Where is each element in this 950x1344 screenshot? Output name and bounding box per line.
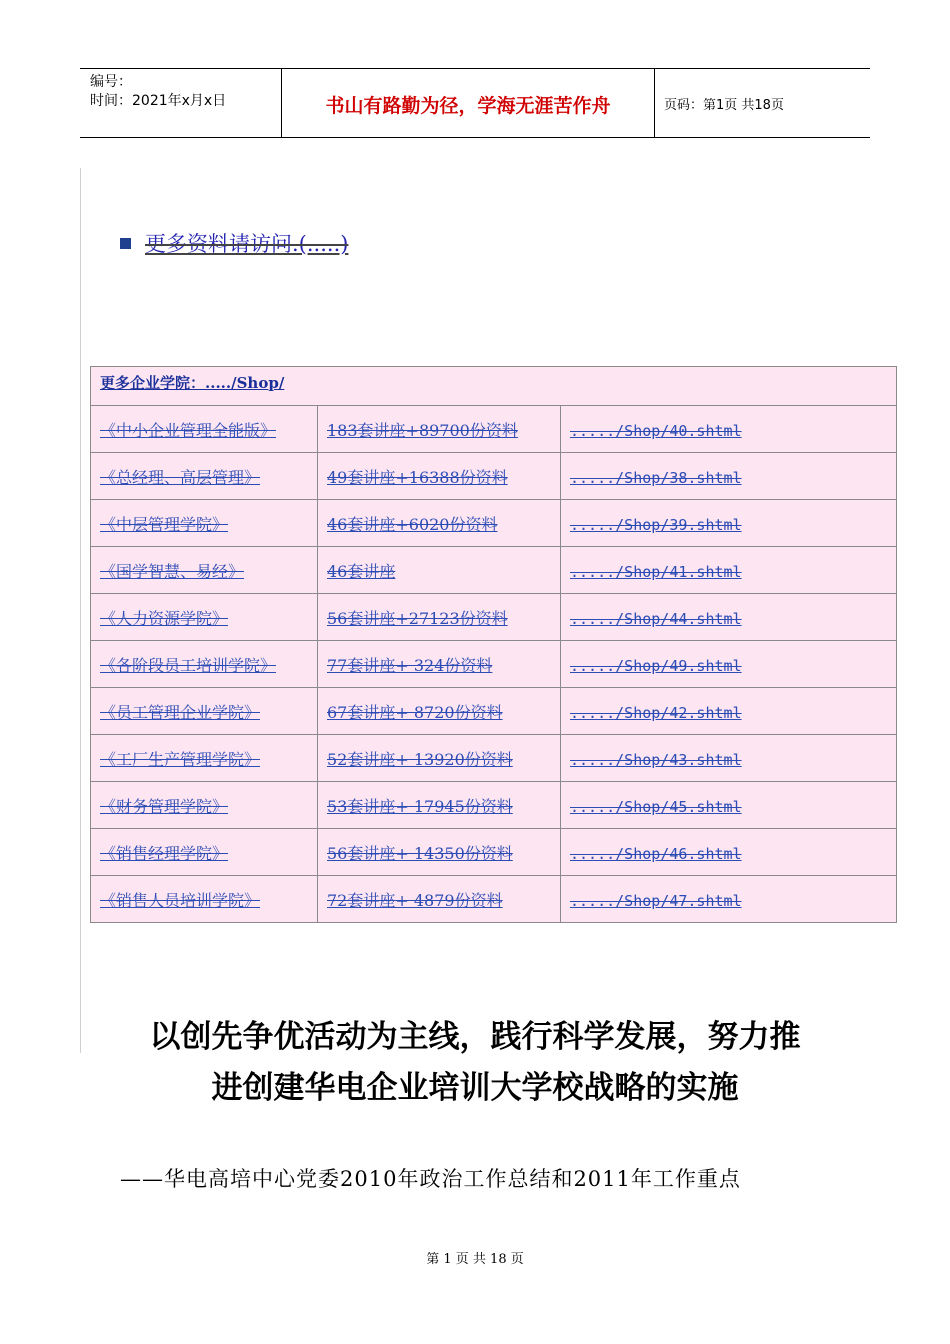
- academy-url-link[interactable]: ...../Shop/40.shtml: [570, 422, 742, 440]
- table-cell: [91, 688, 318, 735]
- academy-name-link[interactable]: 《员工管理企业学院》: [100, 703, 261, 722]
- table-cell: [318, 735, 561, 782]
- table-cell: [561, 594, 897, 641]
- table-cell: [91, 453, 318, 500]
- resources-table: [90, 366, 897, 923]
- academy-url-link[interactable]: ...../Shop/38.shtml: [570, 469, 742, 487]
- academy-url-link[interactable]: ...../Shop/41.shtml: [570, 563, 742, 581]
- academy-name-link[interactable]: 《工厂生产管理学院》: [100, 750, 261, 769]
- table-cell: [561, 406, 897, 453]
- academy-desc-link[interactable]: 56套讲座+27123份资料: [327, 609, 508, 628]
- table-header-row: [91, 367, 897, 406]
- table-cell: [91, 547, 318, 594]
- more-resources-link[interactable]: 更多资料请访问.(.....): [145, 232, 349, 256]
- academy-desc-link[interactable]: 53套讲座+ 17945份资料: [327, 797, 513, 816]
- table-cell: [318, 453, 561, 500]
- academy-name-link[interactable]: 《销售人员培训学院》: [100, 891, 261, 910]
- table-cell: [561, 876, 897, 923]
- margin-line: [80, 168, 81, 1053]
- table-cell: [91, 876, 318, 923]
- table-cell: [318, 782, 561, 829]
- table-cell: [318, 876, 561, 923]
- number-label: 编号：: [90, 74, 132, 90]
- academy-url-link[interactable]: ...../Shop/42.shtml: [570, 704, 742, 722]
- academy-url-link[interactable]: ...../Shop/39.shtml: [570, 516, 742, 534]
- header-motto-cell: [281, 69, 655, 137]
- academy-url-link[interactable]: ...../Shop/45.shtml: [570, 798, 742, 816]
- table-row: [91, 406, 897, 453]
- academy-name-link[interactable]: 《各阶段员工培训学院》: [100, 656, 277, 675]
- academy-url-link[interactable]: ...../Shop/44.shtml: [570, 610, 742, 628]
- academy-name-link[interactable]: 《中小企业管理全能版》: [100, 421, 277, 440]
- document-title-line-2: 进创建华电企业培训大学校战略的实施: [211, 1070, 739, 1106]
- table-cell: [91, 500, 318, 547]
- table-cell: [91, 829, 318, 876]
- document-subtitle: ——华电高培中心党委2010年政治工作总结和2011年工作重点: [120, 1167, 741, 1191]
- table-row: [91, 500, 897, 547]
- academy-url-link[interactable]: ...../Shop/47.shtml: [570, 892, 742, 910]
- table-cell: [561, 453, 897, 500]
- academy-desc-link[interactable]: 49套讲座+16388份资料: [327, 468, 508, 487]
- academy-name-link[interactable]: 《中层管理学院》: [100, 515, 229, 534]
- header-page-info: 页码：第1页 共18页: [664, 98, 784, 113]
- academy-desc-link[interactable]: 52套讲座+ 13920份资料: [327, 750, 513, 769]
- time-label: 时间：2021年x月x日: [90, 93, 227, 109]
- table-cell: [561, 688, 897, 735]
- table-cell: [91, 641, 318, 688]
- table-row: [91, 829, 897, 876]
- academy-desc-link[interactable]: 46套讲座: [327, 562, 396, 581]
- table-cell: [318, 547, 561, 594]
- table-cell: [318, 641, 561, 688]
- table-cell: [318, 406, 561, 453]
- more-academies-link[interactable]: 更多企业学院：...../Shop/: [100, 374, 285, 392]
- table-cell: [561, 547, 897, 594]
- table-row: [91, 688, 897, 735]
- page-footer: 第 1 页 共 18 页: [426, 1252, 524, 1267]
- table-cell: [561, 735, 897, 782]
- academy-name-link[interactable]: 《财务管理学院》: [100, 797, 229, 816]
- document-title-line-1: 以创先争优活动为主线，践行科学发展，努力推: [149, 1019, 801, 1055]
- table-row: [91, 782, 897, 829]
- academy-desc-link[interactable]: 56套讲座+ 14350份资料: [327, 844, 513, 863]
- academy-desc-link[interactable]: 77套讲座+ 324份资料: [327, 656, 493, 675]
- table-row: [91, 594, 897, 641]
- academy-name-link[interactable]: 《国学智慧、易经》: [100, 562, 245, 581]
- academy-name-link[interactable]: 《人力资源学院》: [100, 609, 229, 628]
- academy-url-link[interactable]: ...../Shop/49.shtml: [570, 657, 742, 675]
- table-cell: [561, 829, 897, 876]
- table-row: [91, 547, 897, 594]
- academy-desc-link[interactable]: 183套讲座+89700份资料: [327, 421, 518, 440]
- academy-name-link[interactable]: 《销售经理学院》: [100, 844, 229, 863]
- table-cell: [561, 500, 897, 547]
- table-cell: [561, 641, 897, 688]
- more-resources: [120, 228, 348, 258]
- square-bullet-icon: [120, 238, 131, 249]
- academy-desc-link[interactable]: 67套讲座+ 8720份资料: [327, 703, 503, 722]
- table-cell: [318, 688, 561, 735]
- table-row: [91, 641, 897, 688]
- table-cell: [318, 829, 561, 876]
- header-motto: 书山有路勤为径，学海无涯苦作舟: [325, 95, 611, 117]
- table-cell: [561, 782, 897, 829]
- academy-desc-link[interactable]: 46套讲座+6020份资料: [327, 515, 498, 534]
- table-cell: [91, 782, 318, 829]
- header-meta: [80, 69, 280, 137]
- table-cell: [318, 500, 561, 547]
- academy-name-link[interactable]: 《总经理、高层管理》: [100, 468, 261, 487]
- table-cell: [91, 594, 318, 641]
- academy-url-link[interactable]: ...../Shop/46.shtml: [570, 845, 742, 863]
- table-cell: [91, 735, 318, 782]
- table-row: [91, 735, 897, 782]
- table-row: [91, 876, 897, 923]
- table-header-cell: [91, 367, 897, 406]
- document-header: [80, 68, 870, 138]
- table-row: [91, 453, 897, 500]
- academy-url-link[interactable]: ...../Shop/43.shtml: [570, 751, 742, 769]
- academy-desc-link[interactable]: 72套讲座+ 4879份资料: [327, 891, 503, 910]
- table-cell: [318, 594, 561, 641]
- table-cell: [91, 406, 318, 453]
